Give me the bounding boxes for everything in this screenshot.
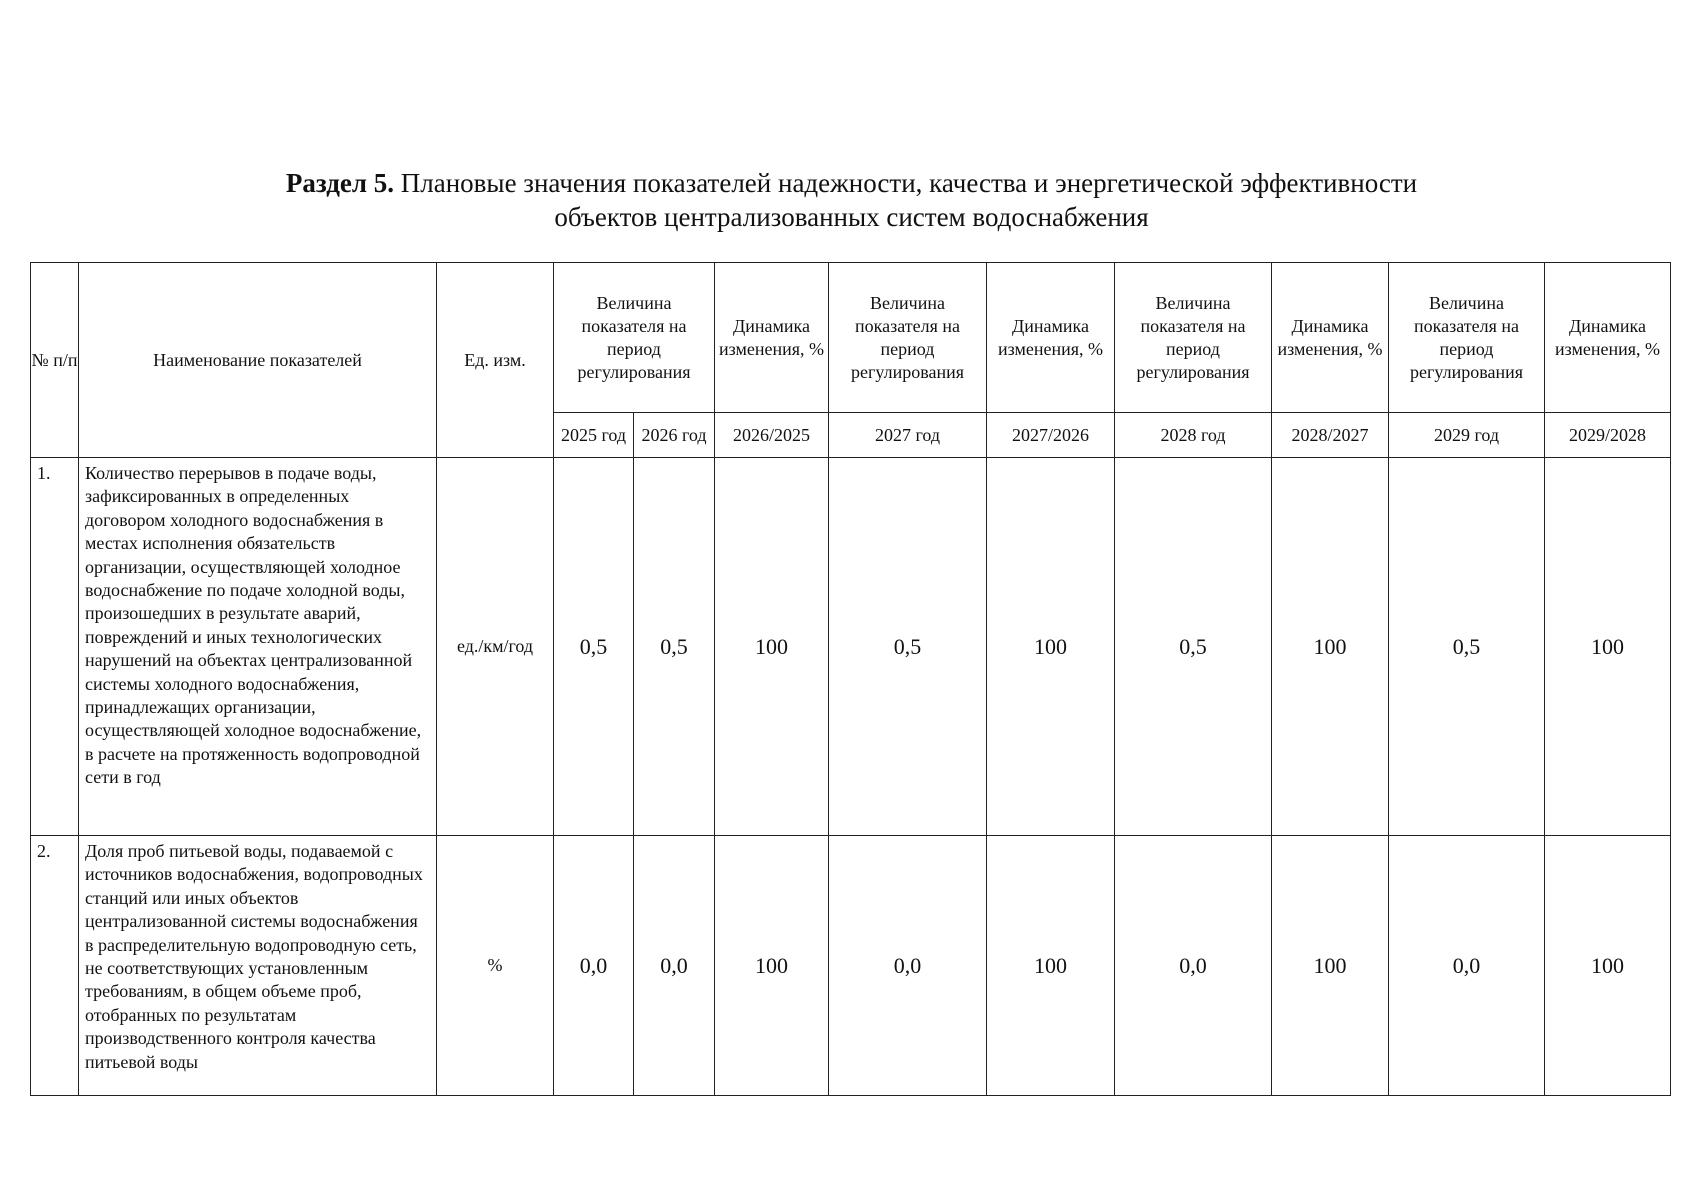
value-cell: 0,0 <box>829 836 987 1096</box>
value-cell: 0,0 <box>554 836 634 1096</box>
header-value-period-2: Величина показателя на период регулирования <box>829 263 987 413</box>
value-cell: 0,0 <box>634 836 715 1096</box>
header-year-2026: 2026 год <box>634 413 715 458</box>
header-dynamics-3: Динамика изменения, % <box>1272 263 1389 413</box>
value-cell: 0,5 <box>1389 458 1545 836</box>
value-cell: 0,5 <box>634 458 715 836</box>
value-cell: 100 <box>715 836 829 1096</box>
header-num: № п/п <box>31 263 79 458</box>
value-cell: 0,5 <box>1115 458 1272 836</box>
header-year-2029: 2029 год <box>1389 413 1545 458</box>
row-number: 2. <box>31 836 79 1096</box>
indicator-name: Количество перерывов в подаче воды, зафиксированных в определенных договором холодного водоснабжения в местах исполнения обязательств организации, осуществляющей холодное водоснабжение по подаче холодной воды, произошедших в результате аварий, повреждений и иных технологических нарушений на объектах централизованной системы холодного водоснабжения, принадлежащих организации, осуществляющей холодное водоснабжение, в расчете на протяженность водопроводной сети в год <box>79 458 437 836</box>
value-cell: 0,0 <box>1115 836 1272 1096</box>
header-unit: Ед. изм. <box>437 263 554 458</box>
header-ratio-2029-2028: 2029/2028 <box>1545 413 1671 458</box>
value-cell: 0,5 <box>554 458 634 836</box>
value-cell: 100 <box>987 458 1115 836</box>
value-cell: 100 <box>1545 836 1671 1096</box>
header-dynamics-1: Динамика изменения, % <box>715 263 829 413</box>
header-value-period-4: Величина показателя на период регулирования <box>1389 263 1545 413</box>
value-cell: 100 <box>1272 836 1389 1096</box>
value-cell: 100 <box>987 836 1115 1096</box>
header-ratio-2027-2026: 2027/2026 <box>987 413 1115 458</box>
header-name: Наименование показателей <box>79 263 437 458</box>
value-cell: 0,0 <box>1389 836 1545 1096</box>
header-value-period-1: Величина показателя на период регулирования <box>554 263 715 413</box>
title-line-1 <box>0 166 1703 200</box>
indicator-name: Доля проб питьевой воды, подаваемой с источников водоснабжения, водопроводных станций или иных объектов централизованной системы водоснабжения в распределительную водопроводную сеть, не соответствующих установленным требованиям, в общем объеме проб, отобранных по результатам производственного контроля качества питьевой воды <box>79 836 437 1096</box>
indicator-unit: % <box>437 836 554 1096</box>
indicators-table <box>30 262 1671 1096</box>
title-line-2: объектов централизованных систем водоснабжения <box>554 202 1149 232</box>
header-row <box>31 263 1671 413</box>
header-year-2028: 2028 год <box>1115 413 1272 458</box>
header-ratio-2026-2025: 2026/2025 <box>715 413 829 458</box>
header-value-period-3: Величина показателя на период регулирования <box>1115 263 1272 413</box>
value-cell: 0,5 <box>829 458 987 836</box>
document-title <box>0 166 1703 234</box>
header-dynamics-4: Динамика изменения, % <box>1545 263 1671 413</box>
value-cell: 100 <box>1545 458 1671 836</box>
indicator-unit: ед./км/год <box>437 458 554 836</box>
header-dynamics-2: Динамика изменения, % <box>987 263 1115 413</box>
section-label: Раздел 5. <box>285 168 395 198</box>
row-number: 1. <box>31 458 79 836</box>
table-row <box>31 836 1671 1096</box>
value-cell: 100 <box>715 458 829 836</box>
header-ratio-2028-2027: 2028/2027 <box>1272 413 1389 458</box>
title-text-1: Плановые значения показателей надежности, качества и энергетической эффективности <box>400 168 1418 198</box>
header-year-2025: 2025 год <box>554 413 634 458</box>
table-row <box>31 458 1671 836</box>
value-cell: 100 <box>1272 458 1389 836</box>
header-year-2027: 2027 год <box>829 413 987 458</box>
